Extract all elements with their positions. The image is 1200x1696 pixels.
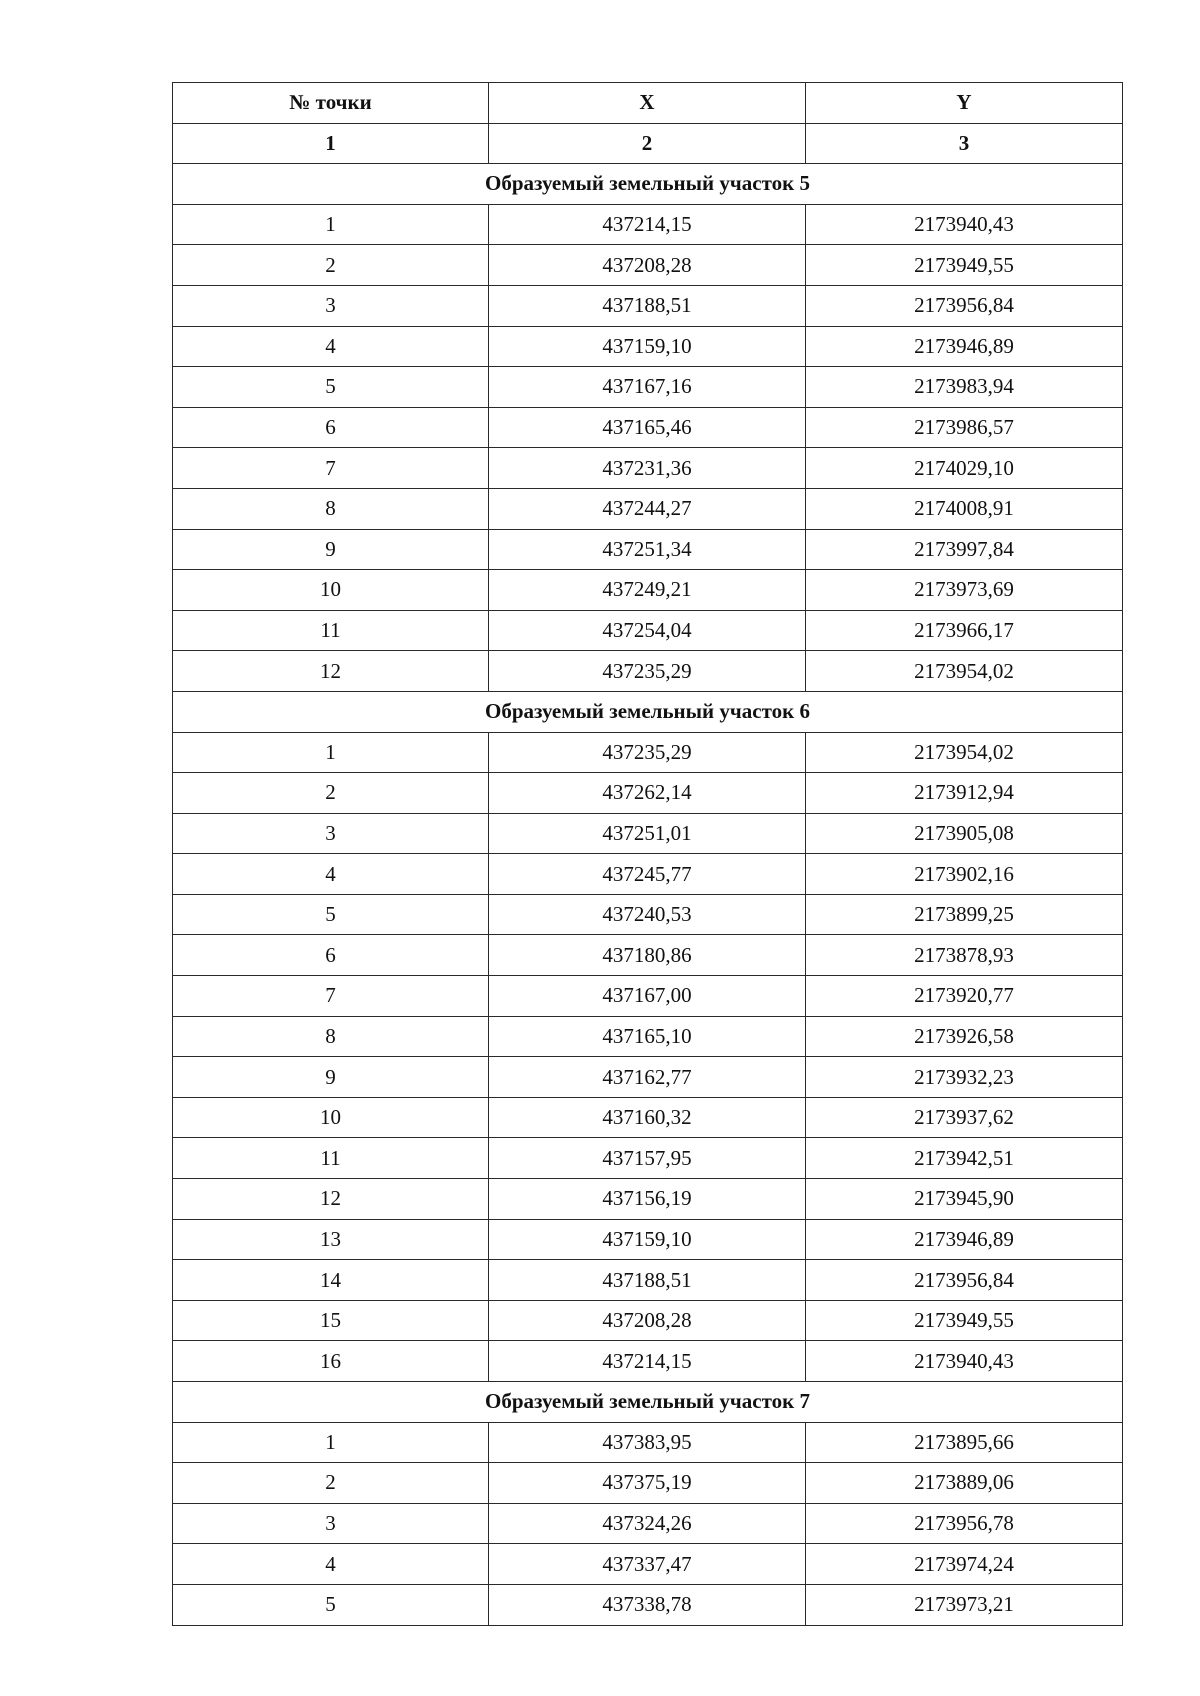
- y-coordinate-cell: 2173954,02: [806, 651, 1123, 692]
- section-row: [173, 164, 1123, 205]
- point-number-cell: 8: [173, 1016, 489, 1057]
- point-number-cell: 2: [173, 773, 489, 814]
- x-coordinate-cell: 437338,78: [489, 1584, 806, 1625]
- y-coordinate-cell: 2173899,25: [806, 894, 1123, 935]
- point-number-cell: 7: [173, 976, 489, 1017]
- table-row: [173, 1138, 1123, 1179]
- x-coordinate-cell: 437157,95: [489, 1138, 806, 1179]
- x-coordinate-cell: 437159,10: [489, 1219, 806, 1260]
- point-number-cell: 6: [173, 935, 489, 976]
- header-y: Y: [806, 83, 1123, 124]
- y-coordinate-cell: 2173932,23: [806, 1057, 1123, 1098]
- x-coordinate-cell: 437240,53: [489, 894, 806, 935]
- x-coordinate-cell: 437188,51: [489, 285, 806, 326]
- x-coordinate-cell: 437165,10: [489, 1016, 806, 1057]
- point-number-cell: 11: [173, 610, 489, 651]
- point-number-cell: 2: [173, 1463, 489, 1504]
- coordinates-table: [172, 82, 1123, 1626]
- section-title: Образуемый земельный участок 7: [173, 1382, 1123, 1423]
- x-coordinate-cell: 437156,19: [489, 1179, 806, 1220]
- point-number-cell: 2: [173, 245, 489, 286]
- y-coordinate-cell: 2173946,89: [806, 326, 1123, 367]
- x-coordinate-cell: 437235,29: [489, 732, 806, 773]
- y-coordinate-cell: 2173912,94: [806, 773, 1123, 814]
- x-coordinate-cell: 437162,77: [489, 1057, 806, 1098]
- table-body: [173, 164, 1123, 1625]
- table-row: [173, 610, 1123, 651]
- point-number-cell: 7: [173, 448, 489, 489]
- section-title: Образуемый земельный участок 5: [173, 164, 1123, 205]
- y-coordinate-cell: 2173946,89: [806, 1219, 1123, 1260]
- x-coordinate-cell: 437383,95: [489, 1422, 806, 1463]
- point-number-cell: 12: [173, 651, 489, 692]
- point-number-cell: 8: [173, 488, 489, 529]
- point-number-cell: 1: [173, 204, 489, 245]
- y-coordinate-cell: 2173895,66: [806, 1422, 1123, 1463]
- table-row: [173, 935, 1123, 976]
- x-coordinate-cell: 437235,29: [489, 651, 806, 692]
- point-number-cell: 13: [173, 1219, 489, 1260]
- x-coordinate-cell: 437159,10: [489, 326, 806, 367]
- y-coordinate-cell: 2174029,10: [806, 448, 1123, 489]
- y-coordinate-cell: 2174008,91: [806, 488, 1123, 529]
- table-row: [173, 894, 1123, 935]
- point-number-cell: 5: [173, 367, 489, 408]
- table-row: [173, 1341, 1123, 1382]
- table-row: [173, 1503, 1123, 1544]
- point-number-cell: 5: [173, 1584, 489, 1625]
- x-coordinate-cell: 437165,46: [489, 407, 806, 448]
- point-number-cell: 9: [173, 529, 489, 570]
- table-row: [173, 407, 1123, 448]
- header-x: X: [489, 83, 806, 124]
- y-coordinate-cell: 2173905,08: [806, 813, 1123, 854]
- point-number-cell: 16: [173, 1341, 489, 1382]
- table-row: [173, 326, 1123, 367]
- table-row: [173, 367, 1123, 408]
- y-coordinate-cell: 2173956,84: [806, 285, 1123, 326]
- table-row: [173, 448, 1123, 489]
- table-row: [173, 245, 1123, 286]
- y-coordinate-cell: 2173973,21: [806, 1584, 1123, 1625]
- y-coordinate-cell: 2173902,16: [806, 854, 1123, 895]
- point-number-cell: 4: [173, 326, 489, 367]
- point-number-cell: 10: [173, 1097, 489, 1138]
- y-coordinate-cell: 2173949,55: [806, 1300, 1123, 1341]
- section-row: [173, 691, 1123, 732]
- x-coordinate-cell: 437214,15: [489, 1341, 806, 1382]
- y-coordinate-cell: 2173956,78: [806, 1503, 1123, 1544]
- x-coordinate-cell: 437188,51: [489, 1260, 806, 1301]
- table-row: [173, 1057, 1123, 1098]
- y-coordinate-cell: 2173937,62: [806, 1097, 1123, 1138]
- y-coordinate-cell: 2173974,24: [806, 1544, 1123, 1585]
- table-row: [173, 854, 1123, 895]
- x-coordinate-cell: 437208,28: [489, 245, 806, 286]
- point-number-cell: 3: [173, 285, 489, 326]
- header-row: [173, 83, 1123, 124]
- table-row: [173, 529, 1123, 570]
- x-coordinate-cell: 437167,00: [489, 976, 806, 1017]
- point-number-cell: 10: [173, 570, 489, 611]
- x-coordinate-cell: 437160,32: [489, 1097, 806, 1138]
- x-coordinate-cell: 437251,34: [489, 529, 806, 570]
- y-coordinate-cell: 2173997,84: [806, 529, 1123, 570]
- table-row: [173, 773, 1123, 814]
- point-number-cell: 11: [173, 1138, 489, 1179]
- x-coordinate-cell: 437254,04: [489, 610, 806, 651]
- y-coordinate-cell: 2173973,69: [806, 570, 1123, 611]
- y-coordinate-cell: 2173889,06: [806, 1463, 1123, 1504]
- y-coordinate-cell: 2173986,57: [806, 407, 1123, 448]
- point-number-cell: 4: [173, 854, 489, 895]
- y-coordinate-cell: 2173940,43: [806, 204, 1123, 245]
- table-row: [173, 1179, 1123, 1220]
- point-number-cell: 6: [173, 407, 489, 448]
- table-row: [173, 1422, 1123, 1463]
- y-coordinate-cell: 2173942,51: [806, 1138, 1123, 1179]
- table-row: [173, 1584, 1123, 1625]
- table-row: [173, 1016, 1123, 1057]
- y-coordinate-cell: 2173954,02: [806, 732, 1123, 773]
- table-row: [173, 813, 1123, 854]
- point-number-cell: 1: [173, 732, 489, 773]
- x-coordinate-cell: 437167,16: [489, 367, 806, 408]
- point-number-cell: 3: [173, 1503, 489, 1544]
- x-coordinate-cell: 437337,47: [489, 1544, 806, 1585]
- x-coordinate-cell: 437244,27: [489, 488, 806, 529]
- y-coordinate-cell: 2173956,84: [806, 1260, 1123, 1301]
- table-row: [173, 1219, 1123, 1260]
- table-row: [173, 488, 1123, 529]
- column-number-row: [173, 123, 1123, 164]
- table-row: [173, 285, 1123, 326]
- y-coordinate-cell: 2173983,94: [806, 367, 1123, 408]
- x-coordinate-cell: 437214,15: [489, 204, 806, 245]
- y-coordinate-cell: 2173966,17: [806, 610, 1123, 651]
- table-row: [173, 732, 1123, 773]
- table-row: [173, 1300, 1123, 1341]
- point-number-cell: 1: [173, 1422, 489, 1463]
- table-row: [173, 1097, 1123, 1138]
- x-coordinate-cell: 437251,01: [489, 813, 806, 854]
- table-row: [173, 204, 1123, 245]
- table-row: [173, 651, 1123, 692]
- y-coordinate-cell: 2173949,55: [806, 245, 1123, 286]
- table-row: [173, 570, 1123, 611]
- point-number-cell: 14: [173, 1260, 489, 1301]
- x-coordinate-cell: 437249,21: [489, 570, 806, 611]
- x-coordinate-cell: 437208,28: [489, 1300, 806, 1341]
- point-number-cell: 5: [173, 894, 489, 935]
- x-coordinate-cell: 437180,86: [489, 935, 806, 976]
- column-number-2: 2: [489, 123, 806, 164]
- y-coordinate-cell: 2173940,43: [806, 1341, 1123, 1382]
- point-number-cell: 3: [173, 813, 489, 854]
- x-coordinate-cell: 437245,77: [489, 854, 806, 895]
- x-coordinate-cell: 437375,19: [489, 1463, 806, 1504]
- y-coordinate-cell: 2173945,90: [806, 1179, 1123, 1220]
- column-number-1: 1: [173, 123, 489, 164]
- column-number-3: 3: [806, 123, 1123, 164]
- y-coordinate-cell: 2173878,93: [806, 935, 1123, 976]
- table-row: [173, 1260, 1123, 1301]
- header-point-number: № точки: [173, 83, 489, 124]
- x-coordinate-cell: 437231,36: [489, 448, 806, 489]
- table-row: [173, 1463, 1123, 1504]
- y-coordinate-cell: 2173926,58: [806, 1016, 1123, 1057]
- x-coordinate-cell: 437324,26: [489, 1503, 806, 1544]
- section-title: Образуемый земельный участок 6: [173, 691, 1123, 732]
- point-number-cell: 12: [173, 1179, 489, 1220]
- table-row: [173, 1544, 1123, 1585]
- point-number-cell: 4: [173, 1544, 489, 1585]
- point-number-cell: 9: [173, 1057, 489, 1098]
- x-coordinate-cell: 437262,14: [489, 773, 806, 814]
- y-coordinate-cell: 2173920,77: [806, 976, 1123, 1017]
- section-row: [173, 1382, 1123, 1423]
- point-number-cell: 15: [173, 1300, 489, 1341]
- table-row: [173, 976, 1123, 1017]
